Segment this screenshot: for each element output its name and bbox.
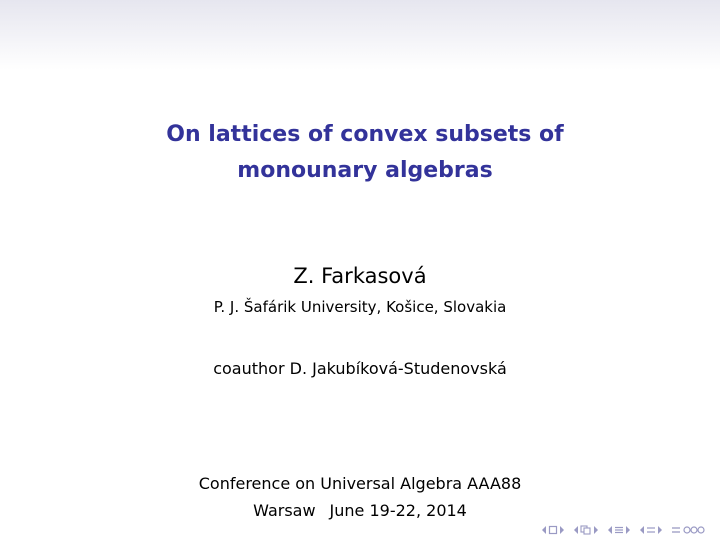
title-line-2: monounary algebras [237,158,493,183]
section-icon[interactable] [614,525,624,535]
nav-subsection-group [573,525,599,535]
arrow-left-icon[interactable] [541,525,547,535]
frame-icon[interactable] [548,525,558,535]
arrow-right-icon[interactable] [559,525,565,535]
nav-extra-group [671,525,706,535]
nav-frame-group [541,525,565,535]
coauthor-line: coauthor D. Jakubíková-Studenovská [213,359,507,378]
conference-info [0,470,720,524]
author-name: Z. Farkasová [293,264,427,288]
header-gradient-bar [0,0,720,70]
loop-icon[interactable] [682,525,706,535]
conference-date: June 19-22, 2014 [329,501,467,520]
slide-icon[interactable] [646,525,656,535]
conference-place-date [0,497,720,524]
arrow-right-icon[interactable] [625,525,631,535]
subsection-icon[interactable] [580,525,592,535]
align-icon[interactable] [671,525,681,535]
conference-location: Warsaw [253,501,316,520]
arrow-left-icon[interactable] [607,525,613,535]
nav-section-group [607,525,631,535]
arrow-left-icon[interactable] [639,525,645,535]
arrow-right-icon[interactable] [657,525,663,535]
arrow-left-icon[interactable] [573,525,579,535]
author-affiliation: P. J. Šafárik University, Košice, Slovakia [213,298,507,316]
nav-slide-group [639,525,663,535]
conference-name: Conference on Universal Algebra AAA88 [198,474,522,493]
arrow-right-icon[interactable] [593,525,599,535]
title-line-1: On lattices of convex subsets of [166,122,564,147]
beamer-navigation-bar [535,523,706,537]
slide-title [0,117,720,189]
